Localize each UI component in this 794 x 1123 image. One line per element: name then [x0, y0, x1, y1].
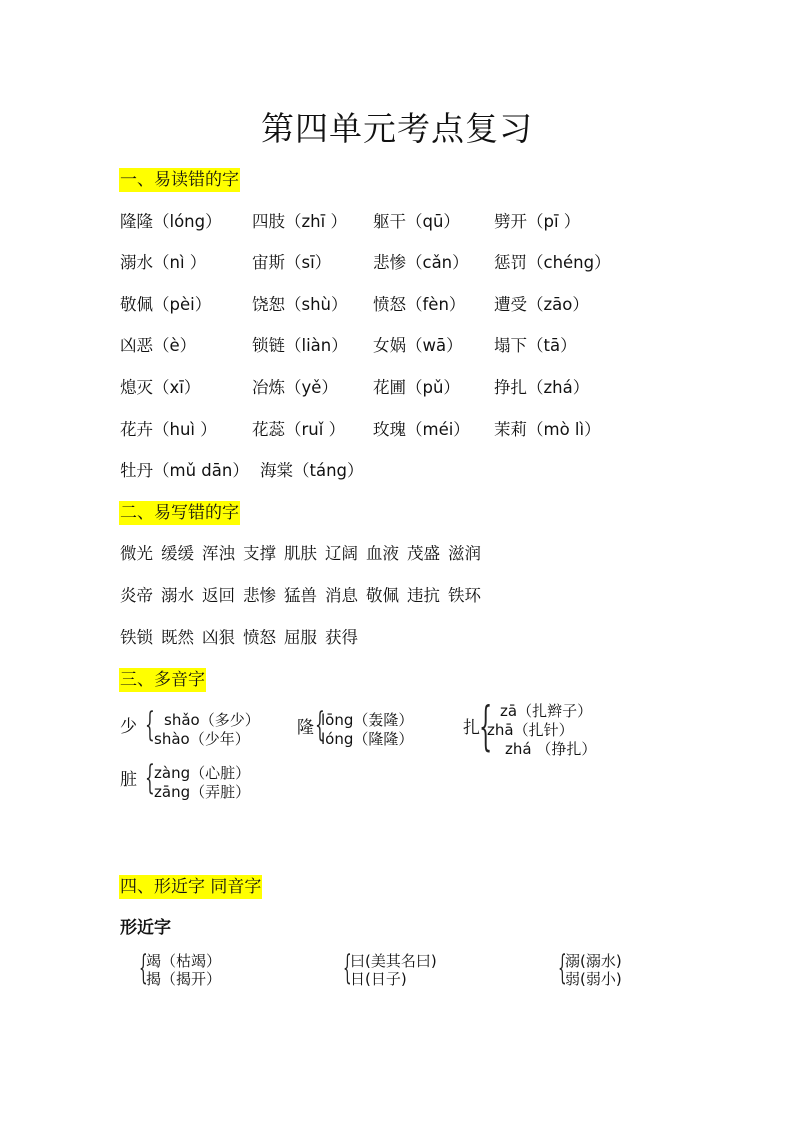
misread-item: 凶恶（è） — [120, 336, 197, 355]
polyphone-char: 扎 — [463, 718, 480, 738]
miswrite-word: 凶狠 — [202, 628, 235, 647]
similar-item: 日(日子) — [350, 970, 407, 988]
miswrite-word: 消息 — [325, 586, 358, 605]
miswrite-word: 愤怒 — [243, 628, 276, 647]
miswrite-word: 铁环 — [448, 586, 481, 605]
polyphone-reading: shào（少年） — [154, 730, 250, 748]
miswrite-word: 浑浊 — [202, 544, 235, 563]
misread-item: 玫瑰（méi） — [373, 420, 470, 439]
miswrite-word: 肌肤 — [284, 544, 317, 563]
miswrite-row — [120, 585, 489, 607]
miswrite-word: 溺水 — [161, 586, 194, 605]
misread-item: 溺水（nì ） — [120, 253, 207, 272]
misread-item: 锁链（liàn） — [252, 336, 348, 355]
misread-item: 劈开（pī ） — [494, 212, 581, 231]
brace-icon: { — [315, 705, 325, 745]
similar-item: 竭（枯竭） — [146, 952, 222, 970]
brace-icon: { — [558, 948, 567, 988]
polyphone-char: 隆 — [297, 718, 314, 738]
similar-item: 曰(美其名曰) — [350, 952, 437, 970]
miswrite-word: 血液 — [366, 544, 399, 563]
misread-item: 敬佩（pèi） — [120, 295, 212, 314]
miswrite-word: 滋润 — [448, 544, 481, 563]
misread-item: 悲惨（cǎn） — [373, 253, 469, 272]
misread-item: 愤怒（fèn） — [373, 295, 466, 314]
misread-item: 花圃（pǔ） — [373, 378, 460, 397]
brace-icon: { — [139, 948, 148, 988]
miswrite-word: 既然 — [161, 628, 194, 647]
miswrite-word: 屈服 — [284, 628, 317, 647]
misread-item: 宙斯（sī） — [252, 253, 332, 272]
misread-item: 茉莉（mò lì） — [494, 420, 601, 439]
brace-icon: { — [479, 697, 493, 757]
section-heading-miswrite: 二、易写错的字 — [120, 503, 239, 523]
misread-item: 女娲（wā） — [373, 336, 463, 355]
polyphone-char: 脏 — [120, 770, 137, 790]
miswrite-word: 缓缓 — [161, 544, 194, 563]
similar-item: 揭（揭开） — [146, 970, 222, 988]
miswrite-word: 违抗 — [407, 586, 440, 605]
misread-item: 花卉（huì ） — [120, 420, 217, 439]
misread-item: 饶恕（shù） — [252, 295, 348, 314]
similar-label: 形近字 — [120, 918, 171, 938]
misread-item: 躯干（qū） — [373, 212, 460, 231]
polyphone-reading: lōng（轰隆） — [321, 711, 414, 729]
miswrite-row — [120, 543, 489, 565]
polyphone-reading: zā（扎辫子） — [500, 702, 593, 720]
misread-item: 花蕊（ruǐ ） — [252, 420, 346, 439]
miswrite-word: 悲惨 — [243, 586, 276, 605]
polyphone-reading: shǎo（多少） — [164, 711, 260, 729]
miswrite-word: 炎帝 — [120, 586, 153, 605]
page-title: 第四单元考点复习 — [261, 109, 533, 148]
section-heading-polyphones: 三、多音字 — [120, 670, 205, 690]
misread-item: 塌下（tā） — [494, 336, 577, 355]
misread-item: 四肢（zhī ） — [252, 212, 347, 231]
polyphone-reading: zāng（弄脏） — [154, 783, 251, 801]
miswrite-word: 辽阔 — [325, 544, 358, 563]
miswrite-word: 支撑 — [243, 544, 276, 563]
miswrite-word: 获得 — [325, 628, 358, 647]
miswrite-word: 铁锁 — [120, 628, 153, 647]
misread-item: 海棠（táng） — [260, 461, 364, 480]
polyphone-char: 少 — [120, 717, 137, 737]
misread-item: 遭受（zāo） — [494, 295, 589, 314]
polyphone-reading: zàng（心脏） — [154, 764, 251, 782]
section-heading-similar: 四、形近字 同音字 — [120, 877, 262, 897]
miswrite-row — [120, 627, 366, 649]
miswrite-word: 猛兽 — [284, 586, 317, 605]
brace-icon: { — [145, 758, 155, 798]
miswrite-word: 敬佩 — [366, 586, 399, 605]
polyphone-reading: lóng（隆隆） — [321, 730, 414, 748]
miswrite-word: 茂盛 — [407, 544, 440, 563]
misread-item: 惩罚（chéng） — [494, 253, 611, 272]
polyphone-reading: zhā（扎针） — [487, 721, 574, 739]
brace-icon: { — [343, 948, 352, 988]
polyphone-reading: zhá （挣扎） — [505, 740, 597, 758]
brace-icon: { — [145, 705, 155, 745]
miswrite-word: 返回 — [202, 586, 235, 605]
miswrite-word: 微光 — [120, 544, 153, 563]
misread-item: 挣扎（zhá） — [494, 378, 590, 397]
misread-item: 冶炼（yě） — [252, 378, 338, 397]
similar-item: 弱(弱小) — [565, 970, 622, 988]
section-heading-misread: 一、易读错的字 — [120, 170, 239, 190]
misread-item: 牡丹（mǔ dān） — [120, 461, 249, 480]
misread-item: 隆隆（lóng） — [120, 212, 222, 231]
similar-item: 溺(溺水) — [565, 952, 622, 970]
misread-item: 熄灭（xī） — [120, 378, 201, 397]
